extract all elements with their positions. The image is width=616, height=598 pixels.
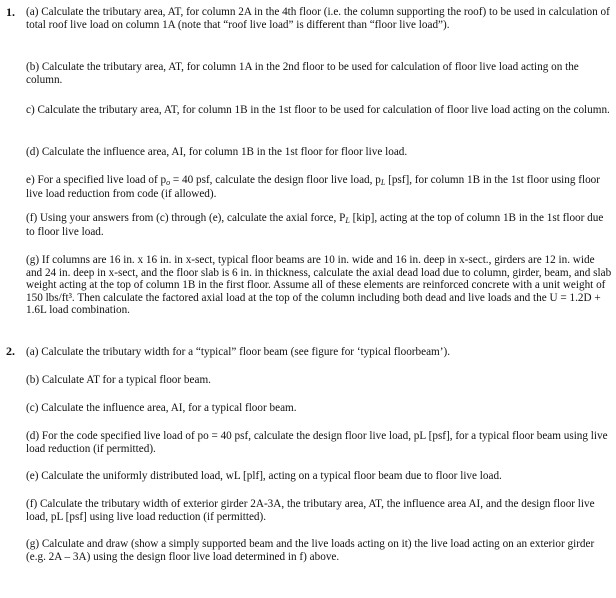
q1-part-b: (b) Calculate the tributary area, AT, for column 1A in the 2nd floor to be used for calculation of floor live load acting on the column.: [26, 61, 579, 86]
q1-f-text-2: [kip], acting at the top of column 1B in the 1st floor due to floor live load.: [26, 212, 604, 238]
q1-e-subscript-l: L: [380, 178, 386, 187]
question-1-number: 1.: [6, 5, 15, 19]
q1-e-subscript-o: o: [166, 178, 171, 187]
q1-part-f: [26, 212, 612, 238]
q1-part-g: (g) If columns are 16 in. x 16 in. in x-sect, typical floor beams are 10 in. wide and 16 in. deep in x-sect., girders are 12 in. wide and 24 in. deep in x-sect, and the floor slab is 6 in. in thickness, calculate the axial dead load due to column, girder, beam, and slab weight acting at the top of column 1B in the first floor. Assume all of these elements are reinforced concrete with a unit weight of 150 lbs/ft³. Then calculate the factored axial load at the top of the column including both dead and live loads and the U = 1.2D + 1.6L load combination.: [26, 254, 612, 317]
q2-part-a: (a) Calculate the tributary width for a “typical” floor beam (see figure for ‘typical floorbeam’).: [26, 346, 451, 358]
q1-part-c: c) Calculate the tributary area, AT, for column 1B in the 1st floor to be used for calculation of floor live load acting on the column.: [26, 104, 610, 116]
q1-e-text-1: e) For a specified live load of p: [26, 174, 167, 186]
q1-e-text-2: = 40 psf, calculate the design floor live load, p: [170, 174, 381, 186]
q2-part-d: (d) For the code specified live load of po = 40 psf, calculate the design floor live load, pL [psf], for a typical floor beam using live load reduction (if permitted).: [26, 430, 608, 455]
q2-part-b: (b) Calculate AT for a typical floor beam.: [26, 374, 211, 386]
q1-f-text-1: (f) Using your answers from (c) through (e), calculate the axial force, P: [26, 212, 346, 224]
q1-part-a: (a) Calculate the tributary area, AT, for column 2A in the 4th floor (i.e. the column supporting the roof) to be used in calculation of total roof live load on column 1A (note that “roof live load” is different than “floor live load”).: [26, 6, 610, 31]
q1-part-d: (d) Calculate the influence area, AI, for column 1B in the 1st floor for floor live load.: [26, 146, 408, 158]
q2-part-f: (f) Calculate the tributary width of exterior girder 2A-3A, the tributary area, AT, the influence area AI, and the design floor live load, pL [psf] using live load reduction (if permitted).: [26, 498, 595, 523]
q1-part-e: [26, 174, 612, 200]
q2-part-g: (g) Calculate and draw (show a simply supported beam and the live loads acting on it) the live load acting on an exterior girder (e.g. 2A – 3A) using the design floor live load determined in f) above.: [26, 538, 595, 563]
q2-part-e: (e) Calculate the uniformly distributed load, wL [plf], acting on a typical floor beam due to floor live load.: [26, 470, 502, 482]
q1-e-text-3: [psf], for column 1B in the 1st floor using floor live load reduction from code (if allowed).: [26, 174, 601, 200]
q1-f-subscript-l: L: [345, 216, 350, 225]
q2-part-c: (c) Calculate the influence area, AI, for a typical floor beam.: [26, 402, 297, 414]
question-2-number: 2.: [6, 344, 15, 358]
